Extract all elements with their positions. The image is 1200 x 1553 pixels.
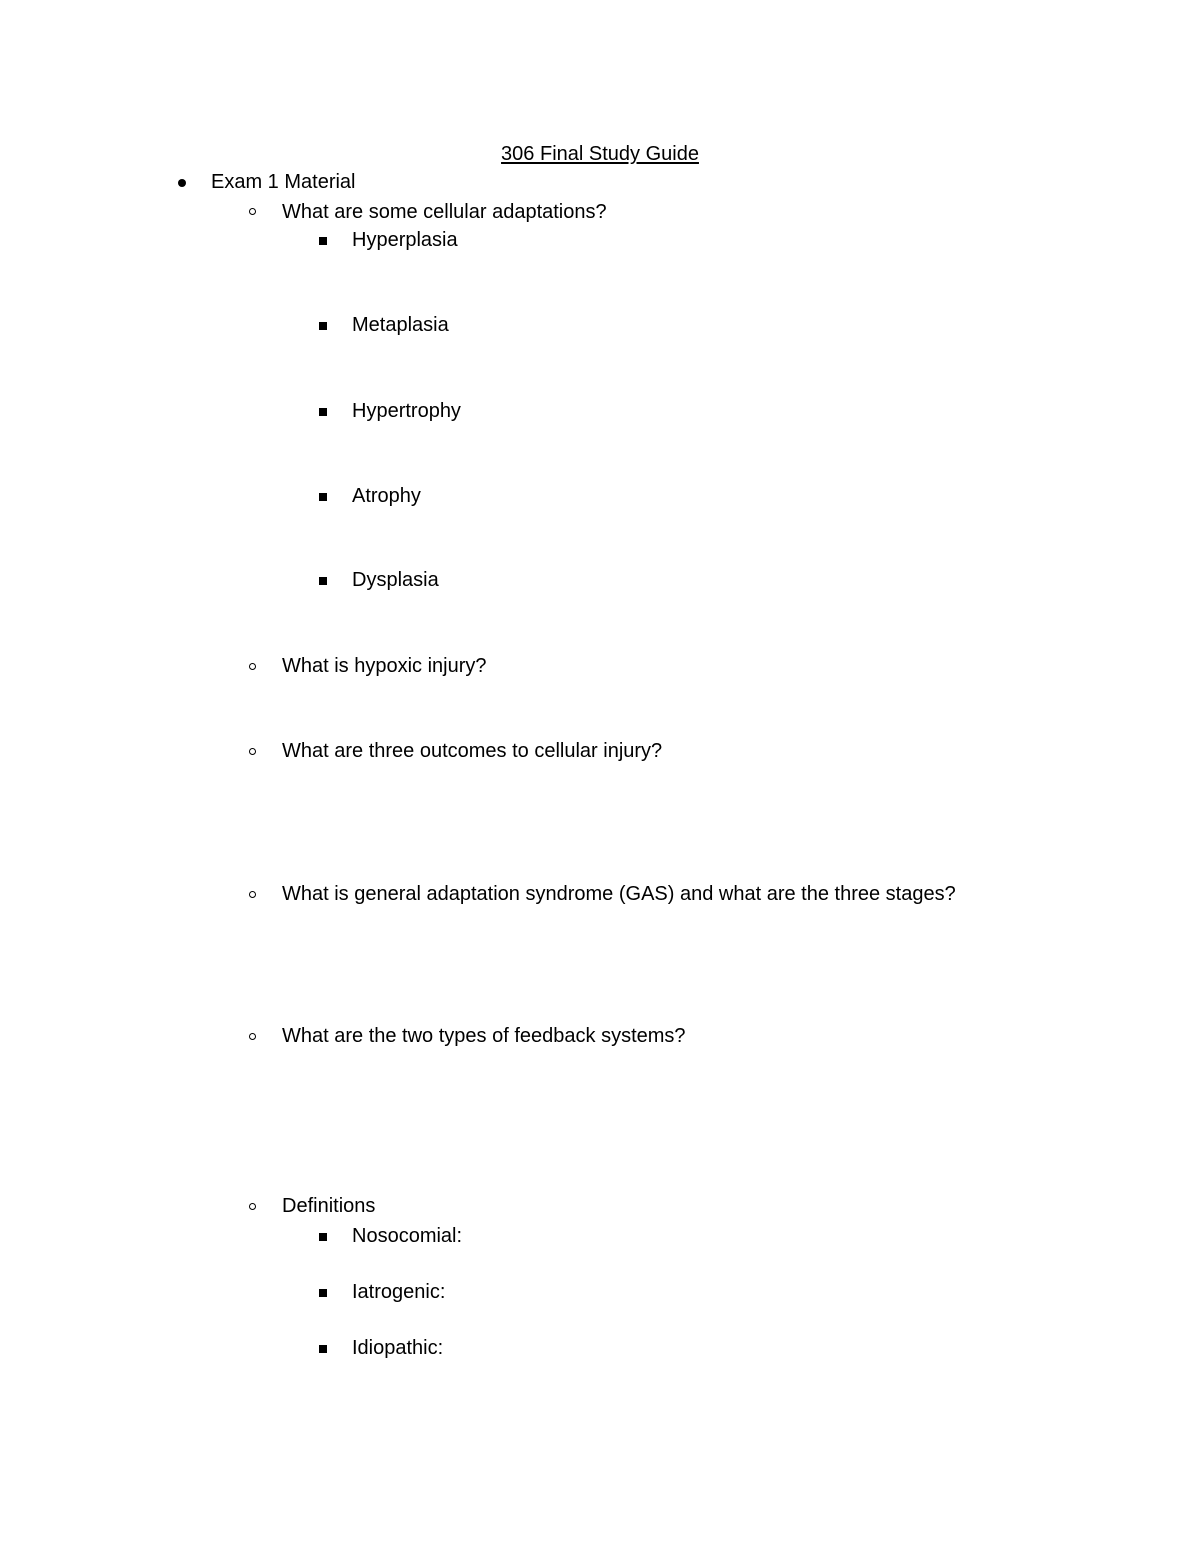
square-bullet-icon [319, 322, 327, 330]
adaptation-item: Metaplasia [352, 314, 449, 336]
circle-bullet-icon [249, 1033, 256, 1040]
square-bullet-icon [319, 493, 327, 501]
square-bullet-icon [319, 1289, 327, 1297]
section-heading: Exam 1 Material [211, 171, 356, 193]
circle-bullet-icon [249, 891, 256, 898]
question-hypoxic: What is hypoxic injury? [282, 655, 487, 677]
square-bullet-icon [319, 1233, 327, 1241]
question-outcomes: What are three outcomes to cellular injury? [282, 740, 663, 762]
question-gas: What is general adaptation syndrome (GAS) and what are the three stages? [282, 883, 956, 905]
definition-item: Nosocomial: [352, 1225, 463, 1247]
square-bullet-icon [319, 237, 327, 245]
adaptation-item: Dysplasia [352, 569, 439, 591]
disc-bullet-icon [178, 179, 186, 187]
question-feedback: What are the two types of feedback systems? [282, 1025, 686, 1047]
circle-bullet-icon [249, 663, 256, 670]
circle-bullet-icon [249, 748, 256, 755]
square-bullet-icon [319, 1345, 327, 1353]
adaptation-item: Hyperplasia [352, 229, 458, 251]
circle-bullet-icon [249, 208, 256, 215]
square-bullet-icon [319, 577, 327, 585]
adaptation-item: Atrophy [352, 485, 421, 507]
square-bullet-icon [319, 408, 327, 416]
adaptation-item: Hypertrophy [352, 400, 461, 422]
definitions-heading: Definitions [282, 1195, 376, 1217]
document-title: 306 Final Study Guide [501, 143, 699, 165]
definition-item: Idiopathic: [352, 1337, 444, 1359]
question-adaptations: What are some cellular adaptations? [282, 201, 607, 223]
definition-item: Iatrogenic: [352, 1281, 446, 1303]
circle-bullet-icon [249, 1203, 256, 1210]
